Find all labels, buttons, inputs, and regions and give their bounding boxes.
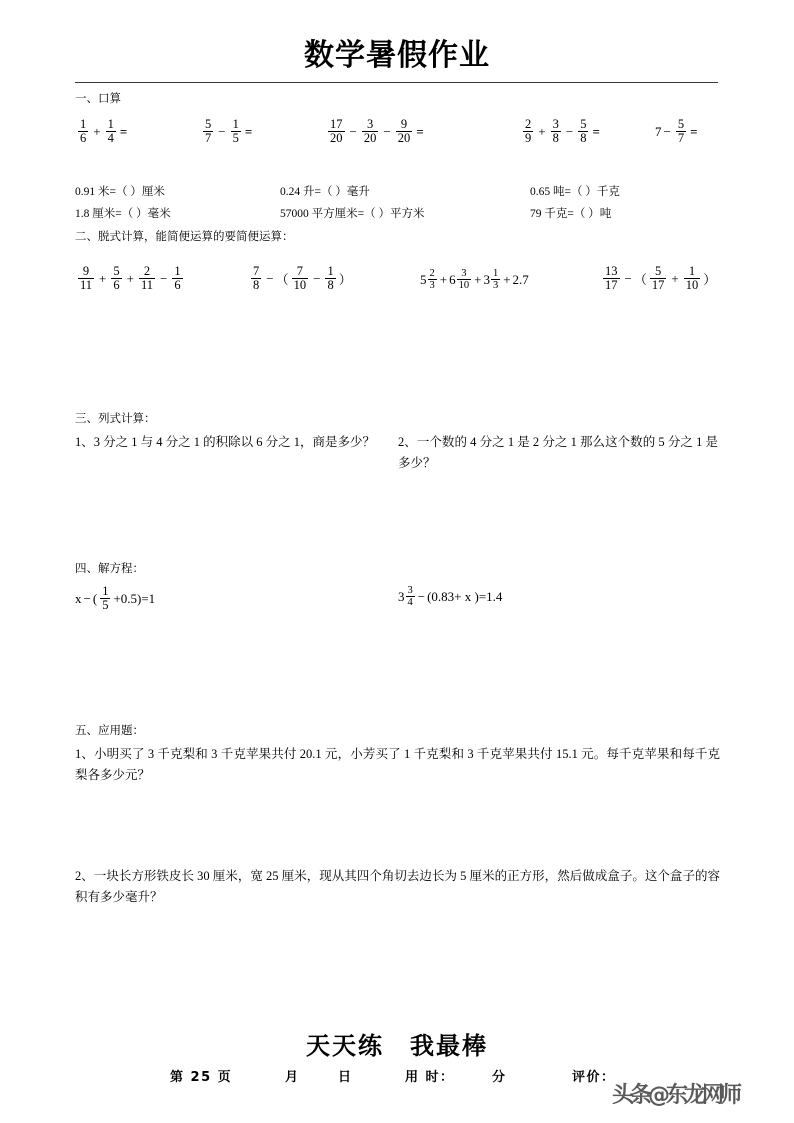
operator: + [439,271,448,287]
page-number-label: 第 25 页 [170,1070,233,1085]
equation-2 [398,585,502,608]
fraction: $\frac{5}{7}$ [205,117,212,146]
oral-expression-1 [75,118,127,145]
oral-expression-5 [655,118,698,145]
fraction: $\frac{2}{11}$ [140,264,154,293]
fraction: $\frac{1}{8}$ [327,264,334,293]
page-title: 数学暑假作业 [304,38,490,73]
application-problem-2: 2、一块长方形铁皮长 30 厘米，宽 25 厘米，现从其四个角切去边长为 5 厘米的正方形，然后做成盒子。这个盒子的容积有多少毫升？ [75,869,720,904]
section-two-heading: 二、脱式计算，能简便运算的要简便运算： [75,231,294,243]
operator: + [126,270,134,286]
operator: + [99,270,107,286]
term: 2.7 [512,271,529,287]
fraction: $\frac{9}{11}$ [80,264,93,293]
operator: + [474,271,482,287]
fraction: $\frac{1}{5}$ [102,584,109,613]
fraction: $\frac{1}{5}$ [232,117,239,146]
mixed-number: 5 $\frac{2}{3}$ [420,268,435,292]
fraction: $\frac{17}{20}$ [330,117,343,146]
fraction: $\frac{3}{20}$ [363,117,377,146]
term: ( [92,590,98,606]
section-three-heading: 三、列式计算： [75,413,156,425]
operator: − [417,588,426,604]
fraction: $\frac{13}{17}$ [605,264,618,293]
operator: − [383,123,391,139]
conversion-2-3: 79 千克=（ ）吨 [530,208,612,220]
operator: − [83,590,91,606]
oral-expression-4 [520,118,600,145]
term: ） [338,272,352,288]
term: （ [633,272,647,288]
equals-sign: = [244,123,253,139]
mixed-number: 6 $\frac{3}{10}$ [449,268,470,292]
fraction: $\frac{7}{8}$ [253,264,260,293]
section-one-heading: 一、口算 [75,93,121,105]
oral-expression-2 [200,118,252,145]
conversion-2-1: 1.8 厘米=（ ）毫米 [75,208,171,220]
fraction: $\frac{9}{20}$ [397,117,411,146]
mixed-number: 3 $\frac{3}{4}$ [398,585,413,609]
time-used-label: 用 时： [405,1070,455,1085]
mixed-number: 3 $\frac{1}{3}$ [483,268,499,292]
fraction: $\frac{1}{4}$ [107,117,114,146]
fraction: $\frac{1}{6}$ [174,264,181,293]
fraction: $\frac{5}{8}$ [580,117,587,146]
operator: + [503,271,511,287]
fraction: $\frac{5}{6}$ [113,264,120,293]
operator: + [93,123,101,139]
month-label: 月 [285,1070,300,1085]
minute-label: 分 [492,1070,507,1085]
list-calc-problem-2: 2、一个数的 4 分之 1 是 2 分之 1 那么这个数的 5 分之 1 是多少？ [398,435,718,470]
operator: − [624,270,632,286]
stepwise-expression-1 [75,265,186,292]
application-problem-1: 1、小明买了 3 千克梨和 3 千克苹果共付 20.1 元，小芳买了 1 千克梨和 3 千克苹果共付 15.1 元。每千克苹果和每千克梨各多少元？ [75,747,720,782]
conversion-1-1: 0.91 米=（ ）厘米 [75,186,165,198]
equals-sign: = [416,123,424,139]
fraction: $\frac{7}{10}$ [293,264,307,293]
fraction: $\frac{5}{7}$ [677,117,685,146]
equals-sign: = [592,123,600,139]
stepwise-expression-4 [600,265,716,292]
term: （ [275,272,289,288]
section-five-heading: 五、应用题： [75,725,144,737]
term: 7 [655,123,662,139]
term: x [75,590,82,606]
operator: + [538,123,546,139]
term: ） [703,272,717,288]
day-label: 日 [338,1070,353,1085]
fraction: $\frac{1}{6}$ [80,117,87,146]
header-divider [75,82,718,83]
term: +0.5)=1 [113,590,156,606]
fraction: $\frac{3}{8}$ [552,117,559,146]
conversion-1-3: 0.65 吨=（ ）千克 [530,186,620,198]
fraction: $\frac{2}{9}$ [525,117,532,146]
rating-label: 评价： [572,1070,616,1085]
term: (0.83+ x )=1.4 [427,588,503,604]
stepwise-expression-3 [420,268,529,291]
stepwise-expression-2 [248,265,352,292]
conversion-1-2: 0.24 升=（ ）毫升 [280,186,370,198]
operator: − [266,270,274,286]
operator: − [313,270,321,286]
equals-sign: = [690,123,698,139]
list-calc-problem-1: 1、3 分之 1 与 4 分之 1 的积除以 6 分之 1，商是多少？ [75,435,376,449]
operator: − [565,123,574,139]
fraction: $\frac{5}{17}$ [651,264,665,293]
watermark: 头条@东龙网师 [612,1083,739,1108]
footer-motto: 天天练 我最棒 [0,1026,794,1061]
fraction: $\frac{1}{10}$ [685,264,699,293]
operator: − [160,270,168,286]
equals-sign: = [119,123,128,139]
operator: − [663,123,671,139]
equation-1 [75,585,155,612]
operator: + [671,270,679,286]
operator: − [218,123,226,139]
conversion-2-2: 57000 平方厘米=（ ）平方米 [280,208,425,220]
operator: − [349,123,357,139]
section-four-heading: 四、解方程： [75,563,144,575]
oral-expression-3 [325,118,424,145]
